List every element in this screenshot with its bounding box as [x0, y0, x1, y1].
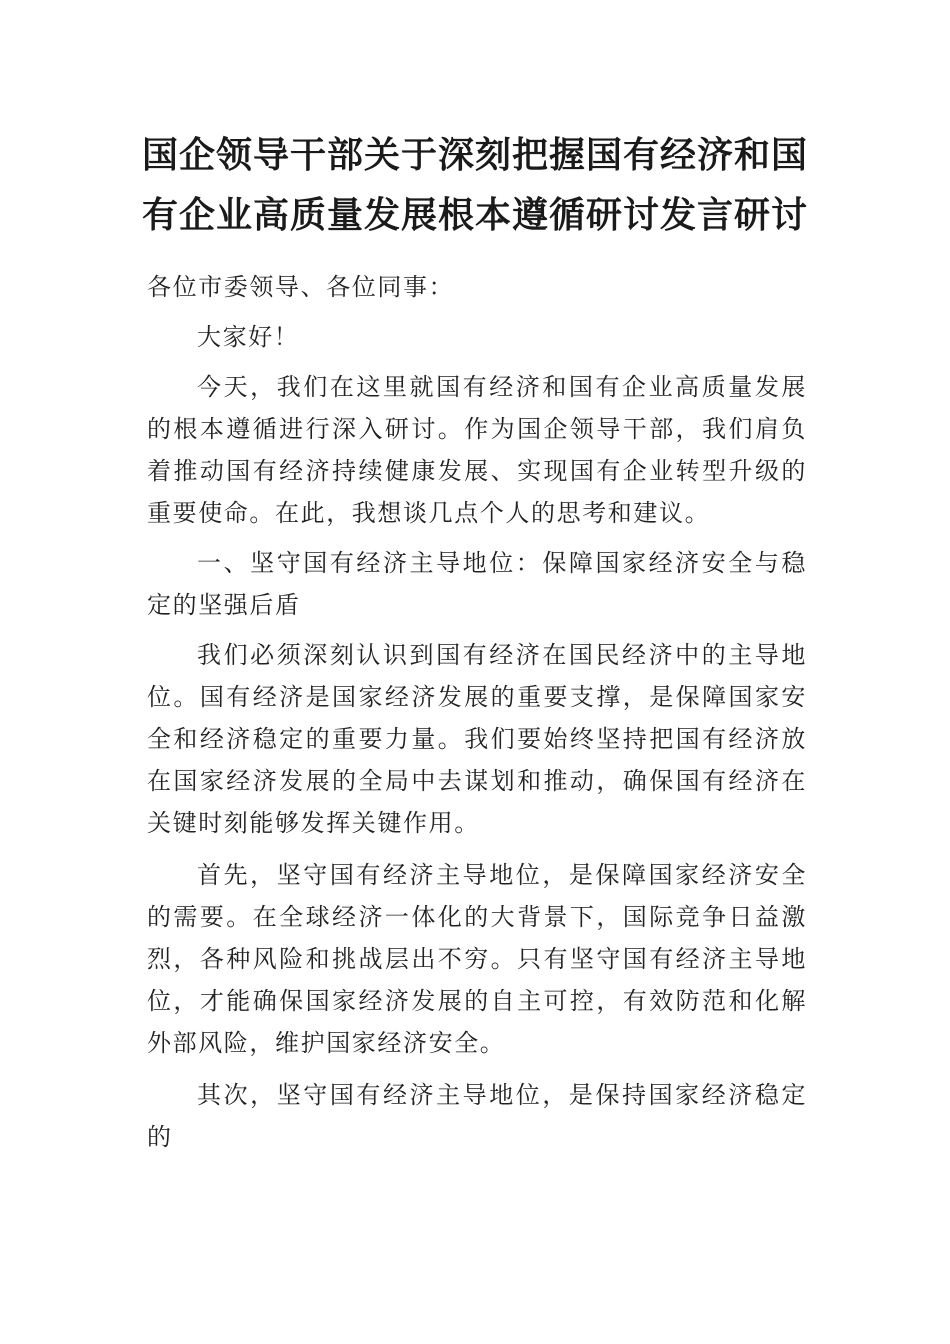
title-line-1: 国企领导干部关于深刻把握国有经济和国 — [141, 135, 808, 176]
salutation: 各位市委领导、各位同事： — [147, 273, 455, 301]
paragraph-intro: 今天，我们在这里就国有经济和国有企业高质量发展的根本遵循进行深入研讨。作为国企领导干部，我们肩负着推动国有经济持续健康发展、实现国有企业转型升级的重要使命。在此，我想谈几点个人的思考和建议。 — [147, 373, 807, 527]
title-line-2: 有企业高质量发展根本遵循研讨发言研讨 — [141, 195, 808, 236]
document-body — [147, 266, 807, 1158]
paragraph-body: 我们必须深刻认识到国有经济在国民经济中的主导地位。国有经济是国家经济发展的重要支撑，是保障国家安全和经济稳定的重要力量。我们要始终坚持把国有经济放在国家经济发展的全局中去谋划和推动，确保国有经济在关键时刻能够发挥关键作用。 — [147, 641, 807, 837]
document-title — [140, 126, 810, 246]
paragraph-body: 首先，坚守国有经济主导地位，是保障国家经济安全的需要。在全球经济一体化的大背景下，国际竞争日益激烈，各种风险和挑战层出不穷。只有坚守国有经济主导地位，才能确保国家经济发展的自主可控，有效防范和化解外部风险，维护国家经济安全。 — [147, 861, 807, 1057]
section-heading-1: 一、坚守国有经济主导地位：保障国家经济安全与稳定的坚强后盾 — [147, 549, 807, 619]
paragraph-body: 其次，坚守国有经济主导地位，是保持国家经济稳定的 — [147, 1081, 807, 1151]
greeting: 大家好！ — [197, 323, 300, 351]
